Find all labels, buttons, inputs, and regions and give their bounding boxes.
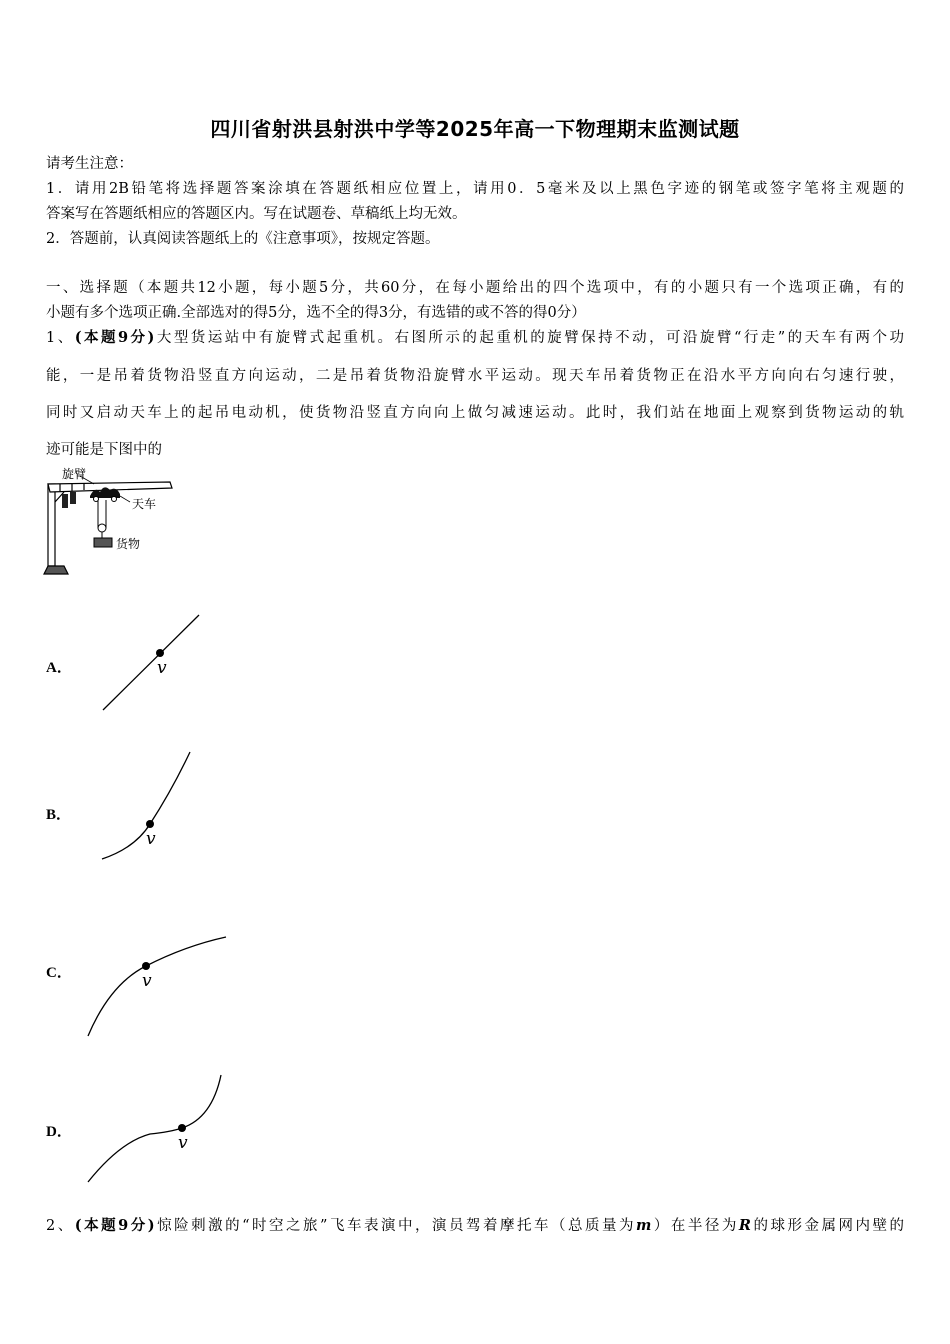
point-dot xyxy=(146,820,154,828)
option-c-graph xyxy=(80,932,240,1040)
velocity-label: v xyxy=(146,829,156,849)
point-dot xyxy=(142,962,150,970)
q2-mass-symbol: m xyxy=(636,1217,652,1234)
counterweight xyxy=(62,492,76,508)
option-b-graph xyxy=(90,750,210,862)
arm-label: 旋臂 xyxy=(62,467,87,481)
q1-text-1: 大型货运站中有旋臂式起重机。右图所示的起重机的旋臂保持不动，可沿旋臂“行走”的天车有两个功 xyxy=(154,330,905,346)
option-d-label: D． xyxy=(46,1124,72,1140)
velocity-label: v xyxy=(142,971,152,991)
page-title: 四川省射洪县射洪中学等2025年高一下物理期末监测试题 xyxy=(210,117,740,141)
q2-line-1 xyxy=(46,1214,904,1235)
q2-score: (本题9分) xyxy=(74,1217,155,1234)
velocity-label: v xyxy=(178,1133,188,1153)
option-a-graph xyxy=(90,612,210,716)
q1-line-4: 迹可能是下图中的 xyxy=(46,442,162,458)
section-header-line-2: 小题有多个选项正确.全部选对的得5分，选不全的得3分，有选错的或不答的得0分） xyxy=(46,305,586,321)
crane-figure xyxy=(40,462,180,580)
velocity-label: v xyxy=(157,658,167,678)
q1-score: (本题9分) xyxy=(74,329,155,346)
notice-line-3: 2．答题前，认真阅读答题纸上的《注意事项》，按规定答题。 xyxy=(46,231,440,247)
q1-line-3: 同时又启动天车上的起吊电动机，使货物沿竖直方向向上做匀减速运动。此时，我们站在地面上观察到货物运动的轨 xyxy=(46,405,904,421)
q2-text-a: 惊险刺激的“时空之旅”飞车表演中，演员驾着摩托车（总质量为 xyxy=(154,1218,637,1234)
option-c-label: C． xyxy=(46,965,72,981)
trajectory-line xyxy=(103,615,199,710)
option-a-label: A． xyxy=(46,660,72,676)
notice-heading: 请考生注意： xyxy=(46,156,133,172)
q1-line-1 xyxy=(46,326,904,347)
trajectory-curve xyxy=(88,937,226,1036)
option-b-label: B． xyxy=(46,807,72,823)
cargo-box xyxy=(94,538,112,547)
trolley-label: 天车 xyxy=(132,497,157,511)
notice-line-2: 答案写在答题纸相应的答题区内。写在试题卷、草稿纸上均无效。 xyxy=(46,206,467,222)
q2-number: 2、 xyxy=(46,1218,75,1234)
cargo-label: 货物 xyxy=(116,537,141,551)
point-dot xyxy=(156,649,164,657)
q1-line-2: 能，一是吊着货物沿竖直方向运动，二是吊着货物沿旋臂水平运动。现天车吊着货物正在沿水平方向向右匀速行驶， xyxy=(46,368,904,384)
q2-radius-symbol: R xyxy=(738,1217,751,1234)
point-dot xyxy=(178,1124,186,1132)
trajectory-curve xyxy=(88,1075,221,1182)
q1-number: 1、 xyxy=(46,330,75,346)
section-header-line-1: 一、选择题（本题共12小题，每小题5分，共60分，在每小题给出的四个选项中，有的小题只有一个选项正确，有的 xyxy=(46,280,904,296)
option-d-graph xyxy=(80,1072,240,1186)
q2-text-b: ）在半径为 xyxy=(651,1218,739,1234)
hoist-rope xyxy=(98,500,106,538)
q2-text-c: 的球形金属网内壁的 xyxy=(750,1218,905,1234)
notice-line-1: 1．请用2B铅笔将选择题答案涂填在答题纸相应位置上，请用0．5毫米及以上黑色字迹的钢笔或签字笔将主观题的 xyxy=(46,181,904,197)
